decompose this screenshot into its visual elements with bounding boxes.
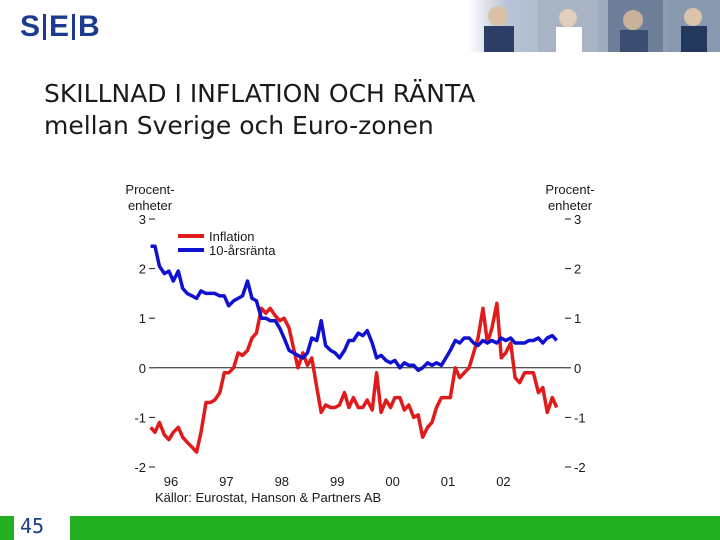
y-tick-label-left: 0	[138, 360, 146, 376]
y-tick-label-right: -2	[574, 460, 586, 475]
y-tick-label-left: -1	[134, 410, 146, 426]
y-tick-label-right: 2	[574, 261, 582, 277]
logo-letter-e: E	[49, 10, 70, 43]
x-tick-label: 98	[274, 474, 290, 489]
source-note: Källor: Eurostat, Hanson & Partners AB	[155, 490, 382, 505]
legend-label: Inflation	[209, 229, 255, 244]
x-tick-label: 99	[329, 474, 345, 489]
left-axis-unit-label: enheter	[127, 198, 173, 213]
series-line-inflation	[151, 303, 557, 452]
right-axis-unit-label: Procent-	[545, 182, 595, 197]
y-tick-label-left: 2	[138, 261, 146, 277]
footer-bar	[0, 516, 720, 540]
logo-letter-s: S	[20, 10, 41, 43]
y-tick-label-right: -1	[574, 410, 586, 426]
left-axis-unit-label: Procent-	[125, 182, 175, 197]
y-tick-label-left: 3	[138, 212, 146, 227]
y-tick-label-right: 1	[574, 311, 582, 327]
y-tick-label-left: 1	[138, 311, 146, 327]
x-tick-label: 97	[219, 474, 234, 489]
right-axis-unit-label: enheter	[547, 198, 593, 213]
y-tick-label-right: 0	[574, 360, 582, 376]
chart-series	[151, 246, 557, 452]
legend-label: 10-årsränta	[209, 243, 276, 258]
x-tick-label: 02	[496, 474, 511, 489]
title-line-2: mellan Sverige och Euro-zonen	[44, 111, 434, 140]
page-number: 45	[20, 514, 45, 538]
y-tick-label-right: 3	[574, 212, 582, 227]
x-tick-label: 00	[385, 474, 400, 489]
x-tick-label: 01	[440, 474, 456, 489]
logo-letter-b: B	[78, 10, 100, 43]
y-tick-label-left: -2	[134, 460, 146, 475]
x-tick-label: 96	[163, 474, 179, 489]
title-line-1: SKILLNAD I INFLATION OCH RÄNTA	[44, 79, 476, 108]
